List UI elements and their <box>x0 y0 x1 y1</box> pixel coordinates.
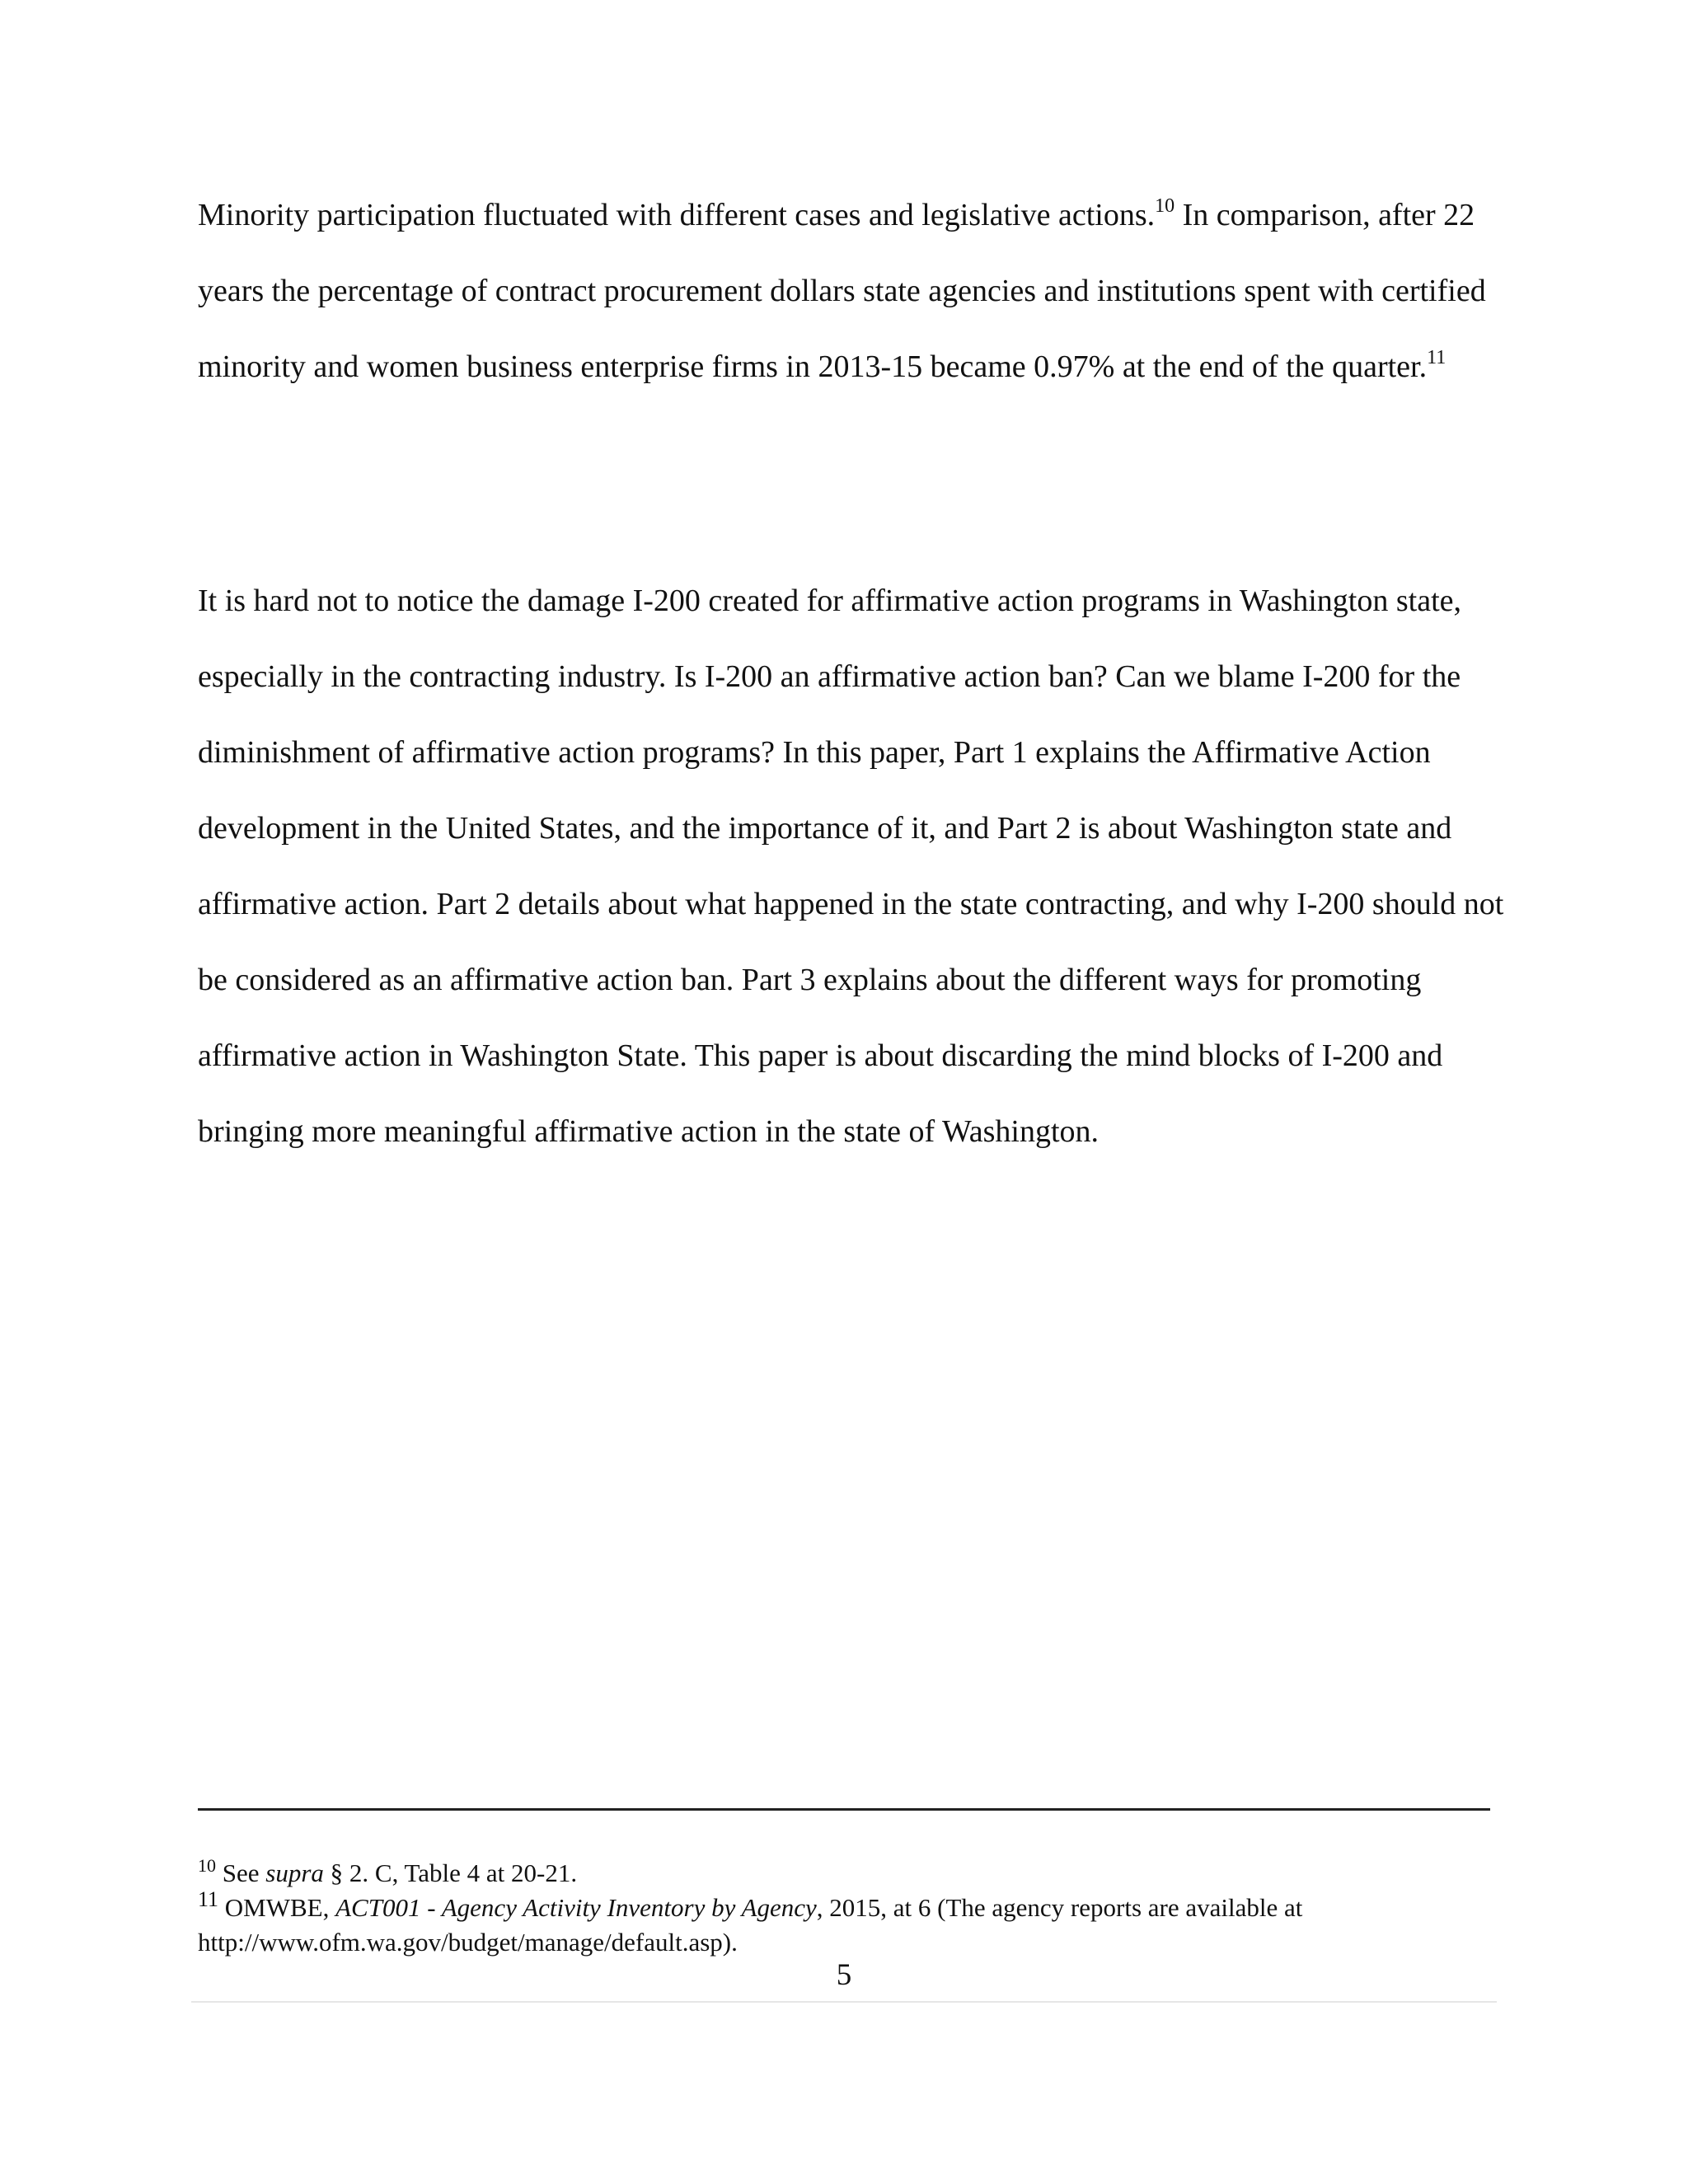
body-paragraph-1 <box>198 177 1508 405</box>
footnote-11-number: 11 <box>198 1887 219 1911</box>
page-number: 5 <box>836 1958 852 1992</box>
footnote-10-number: 10 <box>198 1855 216 1876</box>
footnote-11-italic: ACT001 - Agency Activity Inventory by Agency <box>335 1893 817 1922</box>
paragraph-1-text-b: In comparison, after 22 years the percentage of contract procurement dollars state agencies and institutions spent with certified minority and women business enterprise firms in 2013-15 became 0.97% at the end of the quarter. <box>198 198 1486 384</box>
footnote-10-italic: supra <box>265 1858 324 1887</box>
footnote-ref-11[interactable]: 11 <box>1427 347 1447 368</box>
footnote-11-text-b: , 2015, at 6 (The agency reports are available at http://www.ofm.wa.gov/budget/manage/default.asp). <box>198 1893 1303 1957</box>
footnote-11-text-a: OMWBE, <box>218 1893 336 1922</box>
footnote-10 <box>198 1856 1508 1891</box>
footnotes <box>198 1856 1508 1960</box>
footnote-ref-10[interactable]: 10 <box>1155 195 1175 217</box>
page-bottom-divider <box>191 2001 1497 2003</box>
footnote-11 <box>198 1887 1508 1960</box>
paragraph-1-text-a: Minority participation fluctuated with different cases and legislative actions. <box>198 198 1156 232</box>
footnote-10-text-b: § 2. C, Table 4 at 20-21. <box>323 1858 578 1887</box>
body-paragraph-2: It is hard not to notice the damage I-200 created for affirmative action programs in Washington state, especially in the contracting industry. Is I-200 an affirmative action ban? Can we blame I-200 for the diminishment of affirmative action programs? In this paper, Part 1 explains the Affirmative Action development in the United States, and the importance of it, and Part 2 is about Washington state and affirmative action. Part 2 details about what happened in the state contracting, and why I-200 should not be considered as an affirmative action ban. Part 3 explains about the different ways for promoting affirmative action in Washington State. This paper is about discarding the mind blocks of I-200 and bringing more meaningful affirmative action in the state of Washington. <box>198 583 1504 1149</box>
footnote-separator <box>198 1808 1490 1811</box>
footnote-10-text-a: See <box>216 1858 266 1887</box>
